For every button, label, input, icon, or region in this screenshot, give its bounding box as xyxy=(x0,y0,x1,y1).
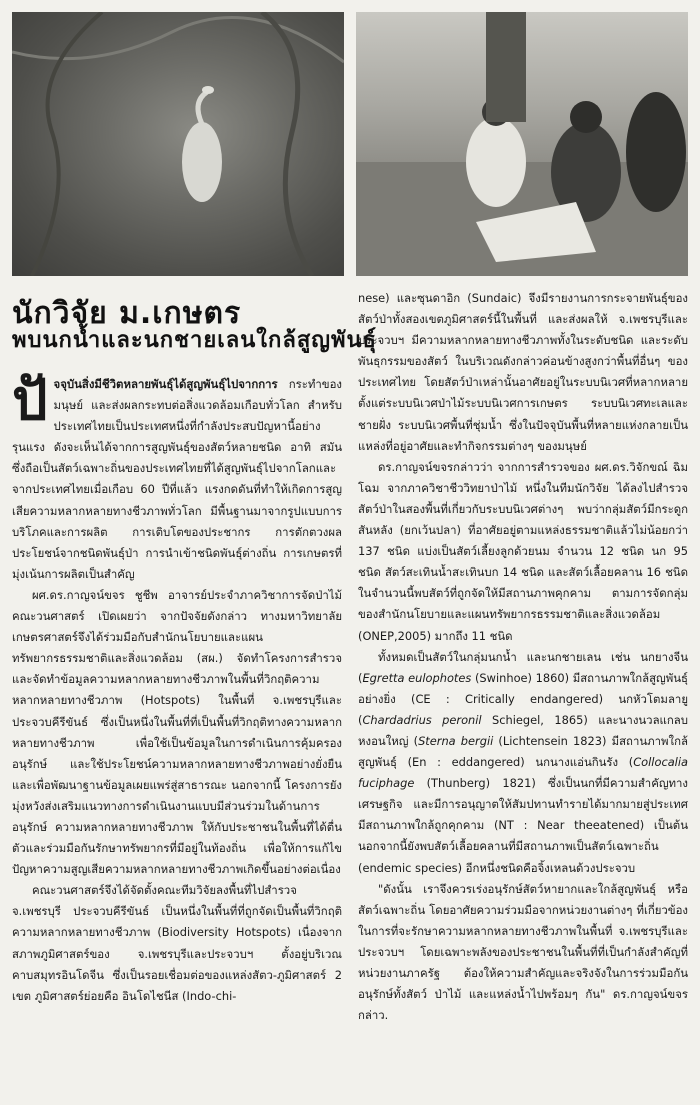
p6-text-d: (Lichtensein 1823) มีสถานภาพใกล้สูญพันธุ์ (En : eddangered) นกนางแอ่นกินรัง ( xyxy=(358,733,688,770)
article-paragraph-6 xyxy=(358,647,688,879)
p6-text-a: ทั้งหมดเป็นสัตว์ในกลุ่มนกน้ำ และนกชายเลน เช่น นกยางจีน ( xyxy=(358,649,688,685)
article-column-right xyxy=(358,288,688,1026)
drop-cap: ปั xyxy=(12,367,48,433)
article-paragraph-7: "ดังนั้น เราจึงควรเร่งอนุรักษ์สัตว์หายากและใกล้สูญพันธุ์ หรือสัตว์เฉพาะถิ่น โดยอาศัยความร่วมมือจากหน่วยงานต่างๆ ที่เกี่ยวข้องในการที่จะรักษาความหลากหลายทางชีวภาพในพื้นที่ จ.เพชรบุรีและประจวบฯ โดยเฉพาะพลังของประชาชนในพื้นที่ที่เป็นกำลังสำคัญที่หน่วยงานภาครัฐ ต้องให้ความสำคัญและจริงจังในการร่วมมือกันอนุรักษ์ทั้งสัตว์ ป่าไม้ และแหล่งน้ำไปพร้อมๆ กัน" ดร.กาญจน์ขจรกล่าว. xyxy=(358,881,688,1023)
article-paragraph-4: nese) และซุนดาอิก (Sundaic) จึงมีรายงานการกระจายพันธุ์ของสัตว์ป่าทั้งสองเขตภูมิศาสตร์นี้ในพื้นที่ และส่งผลให้ จ.เพชรบุรีและประจวบฯ มีความหลากหลายทางชีวภาพทั้งในระดับชนิด และระดับพันธุกรรมของสัตว์ ในบริเวณดังกล่าวค่อนข้างสูงกว่าพื้นที่อื่นๆ ของประเทศไทย โดยสัตว์ป่าเหล่านั้นอาศัยอยู่ในระบบนิเวศที่หลากหลาย ตั้งแต่ระบบนิเวศป่าไม้ระบบนิเวศการเกษตร ระบบนิเวศทะเลและชายฝั่ง ระบบนิเวศพื้นที่ชุ่มน้ำ ซึ่งในปัจจุบันพื้นที่หลายแห่งกลายเป็นแหล่งที่อยู่อาศัยและทำกิจกรรมต่างๆ ของมนุษย์ xyxy=(358,291,688,453)
headline-line-1: นักวิจัย ม.เกษตร xyxy=(12,296,242,331)
article-paragraph-2: ผศ.ดร.กาญจน์ขจร ชูชีพ อาจารย์ประจำภาควิชาการจัดป่าไม้ คณะวนศาสตร์ เปิดเผยว่า จากปัจจัยดังกล่าว ทางมหาวิทยาลัยเกษตรศาสตร์จึงได้ร่วมมือกับสำนักนโยบายและแผนทรัพยากรธรรมชาติและสิ่งแวดล้อม (สผ.) จัดทำโครงการสำรวจและจัดทำข้อมูลความหลากหลายทางชีวภาพในพื้นที่วิกฤติความหลากหลายทางชีวภาพ (Hotspots) ในพื้นที่ จ.เพชรบุรีและประจวบคีรีขันธ์ ซึ่งเป็นหนึ่งในพื้นที่ที่เป็นพื้นที่วิกฤติทางความหลากหลายทางชีวภาพ เพื่อใช้เป็นข้อมูลในการดำเนินการคุ้มครอง อนุรักษ์ และใช้ประโยชน์ความหลากหลายทางชีวภาพอย่างยั่งยืน และเพื่อพัฒนาฐานข้อมูลเผยแพร่สู่สาธารณะ นอกจากนี้ โครงการยังมุ่งหวังส่งเสริมแนวทางการดำเนินงานแบบมีส่วนร่วมในด้านการอนุรักษ์ ความหลากหลายทางชีวภาพ ให้กับประชาชนในพื้นที่ได้ตื่นตัวและร่วมมือกันรักษาทรัพยากรที่มีอยู่ในท้องถิ่น เพื่อให้การแก้ไขปัญหาความสูญเสียความหลากหลายทางชีวภาพเกิดขึ้นอย่างต่อเนื่อง xyxy=(12,587,342,877)
article-lead-paragraph xyxy=(12,367,342,585)
field-survey-photo xyxy=(356,12,688,276)
article-paragraph-5: ดร.กาญจน์ขจรกล่าวว่า จากการสำรวจของ ผศ.ดร.วิจักขณ์ ฉิมโฉม จากภาควิชาชีววิทยาป่าไม้ หนึ่งในทีมนักวิจัย ได้ลงไปสำรวจสัตว์ป่าในสองพื้นที่เกี่ยวกับระบบนิเวศต่างๆ พบว่ากลุ่มสัตว์มีกระดูกสันหลัง (ยกเว้นปลา) ที่อาศัยอยู่ตามแหล่งธรรมชาติแล้วไม่น้อยกว่า 137 ชนิด แบ่งเป็นสัตว์เลี้ยงลูกด้วยนม จำนวน 12 ชนิด นก 95 ชนิด สัตว์สะเทินน้ำสะเทินบก 14 ชนิด และสัตว์เลื้อยคลาน 16 ชนิด ในจำนวนนี้พบสัตว์ที่ถูกจัดให้มีสถานภาพคุกคาม ตามการจัดกลุ่มของสำนักนโยบายและแผนทรัพยากรธรรมชาติและสิ่งแวดล้อม (ONEP,2005) มากถึง 11 ชนิด xyxy=(358,459,688,643)
egret-bird xyxy=(182,122,222,202)
egret-photo xyxy=(12,12,344,276)
p6-text-b: (Swinhoe) 1860) มีสถานภาพใกล้สูญพันธุ์อย่างยิ่ง (CE : Critically endangered) นกหัวโตมลายู ( xyxy=(358,670,689,727)
p6-text-e: (Thunberg) 1821) ซึ่งเป็นนกที่มีความสำคัญทางเศรษฐกิจ และมีการอนุญาตให้สัมปทานทำรายได้มากมายสู่ประเทศ มีสถานภาพใกล้ถูกคุกคาม (NT : Near theeatened) เป็นต้น นอกจากนี้ยังพบสัตว์เลื้อยคลานที่มีสถานภาพเป็นสัตว์เฉพาะถิ่น (endemic species) อีกหนึ่งชนิดคือจิ้งเหลนด้วงประจวบ xyxy=(358,776,688,875)
scientific-name-3: Sterna bergii xyxy=(418,733,494,748)
scientific-name-1: Egretta eulophotes xyxy=(362,670,472,685)
article-column-left xyxy=(12,367,342,1007)
field-survey-illustration xyxy=(356,12,688,276)
egret-photo-illustration xyxy=(12,12,344,276)
p6-text-c: Schiegel, 1865) และนางนวลแกลบหงอนใหญ่ ( xyxy=(358,712,688,748)
headline-line-2: พบนกน้ำและนกชายเลนใกล้สูญพันธุ์ xyxy=(12,328,377,353)
scientific-name-2: Chardadrius peronil xyxy=(362,712,482,727)
article-paragraph-1: กระทำของมนุษย์ และส่งผลกระทบต่อสิ่งแวดล้อมเกือบทั่วโลก สำหรับประเทศไทยเป็นประเทศหนึ่งที่กำลังประสบปัญหานี้อย่างรุนแรง ดังจะเห็นได้จากการสูญพันธุ์ของสัตว์หลายชนิด อาทิ สมัน ซึ่งถือเป็นสัตว์เฉพาะถิ่นของประเทศไทยที่ได้สูญพันธุ์ไปจากโลกและจากประเทศไทยเมื่อเกือบ 60 ปีที่แล้ว แรงกดดันที่ทำให้เกิดการสูญเสียความหลากหลายทางชีวภาพทั่วโลก มีพื้นฐานมาจากรูปแบบการบริโภคและการผลิต การเติบโตของประชากร การตักตวงผลประโยชน์จากชนิดพันธุ์ป่า การนำเข้าชนิดพันธุ์ต่างถิ่น การเกษตรที่มุ่งเน้นการผลิตเป็นสำคัญ xyxy=(12,377,342,581)
article-paragraph-3: คณะวนศาสตร์จึงได้จัดตั้งคณะทีมวิจัยลงพื้นที่ไปสำรวจ จ.เพชรบุรี ประจวบคีรีขันธ์ เป็นหนึ่งในพื้นที่ที่ถูกจัดเป็นพื้นที่วิกฤติความหลากหลายทางชีวภาพ (Biodiversity Hotspots) เนื่องจากสภาพภูมิศาสตร์ของ จ.เพชรบุรีและประจวบฯ ตั้งอยู่บริเวณคาบสมุทรอินโดจีน ซึ่งเป็นรอยเชื่อมต่อของแหล่งสัตว-ภูมิศาสตร์ 2 เขต ภูมิศาสตร์ย่อยคือ อินโดไชนีส (Indo-chi- xyxy=(12,883,342,1003)
article-lead: จจุบันสิ่งมีชีวิตหลายพันธุ์ได้สูญพันธุ์ไปจากการ xyxy=(53,377,278,391)
scientific-name-4: Collocalia fuciphage xyxy=(358,755,688,791)
